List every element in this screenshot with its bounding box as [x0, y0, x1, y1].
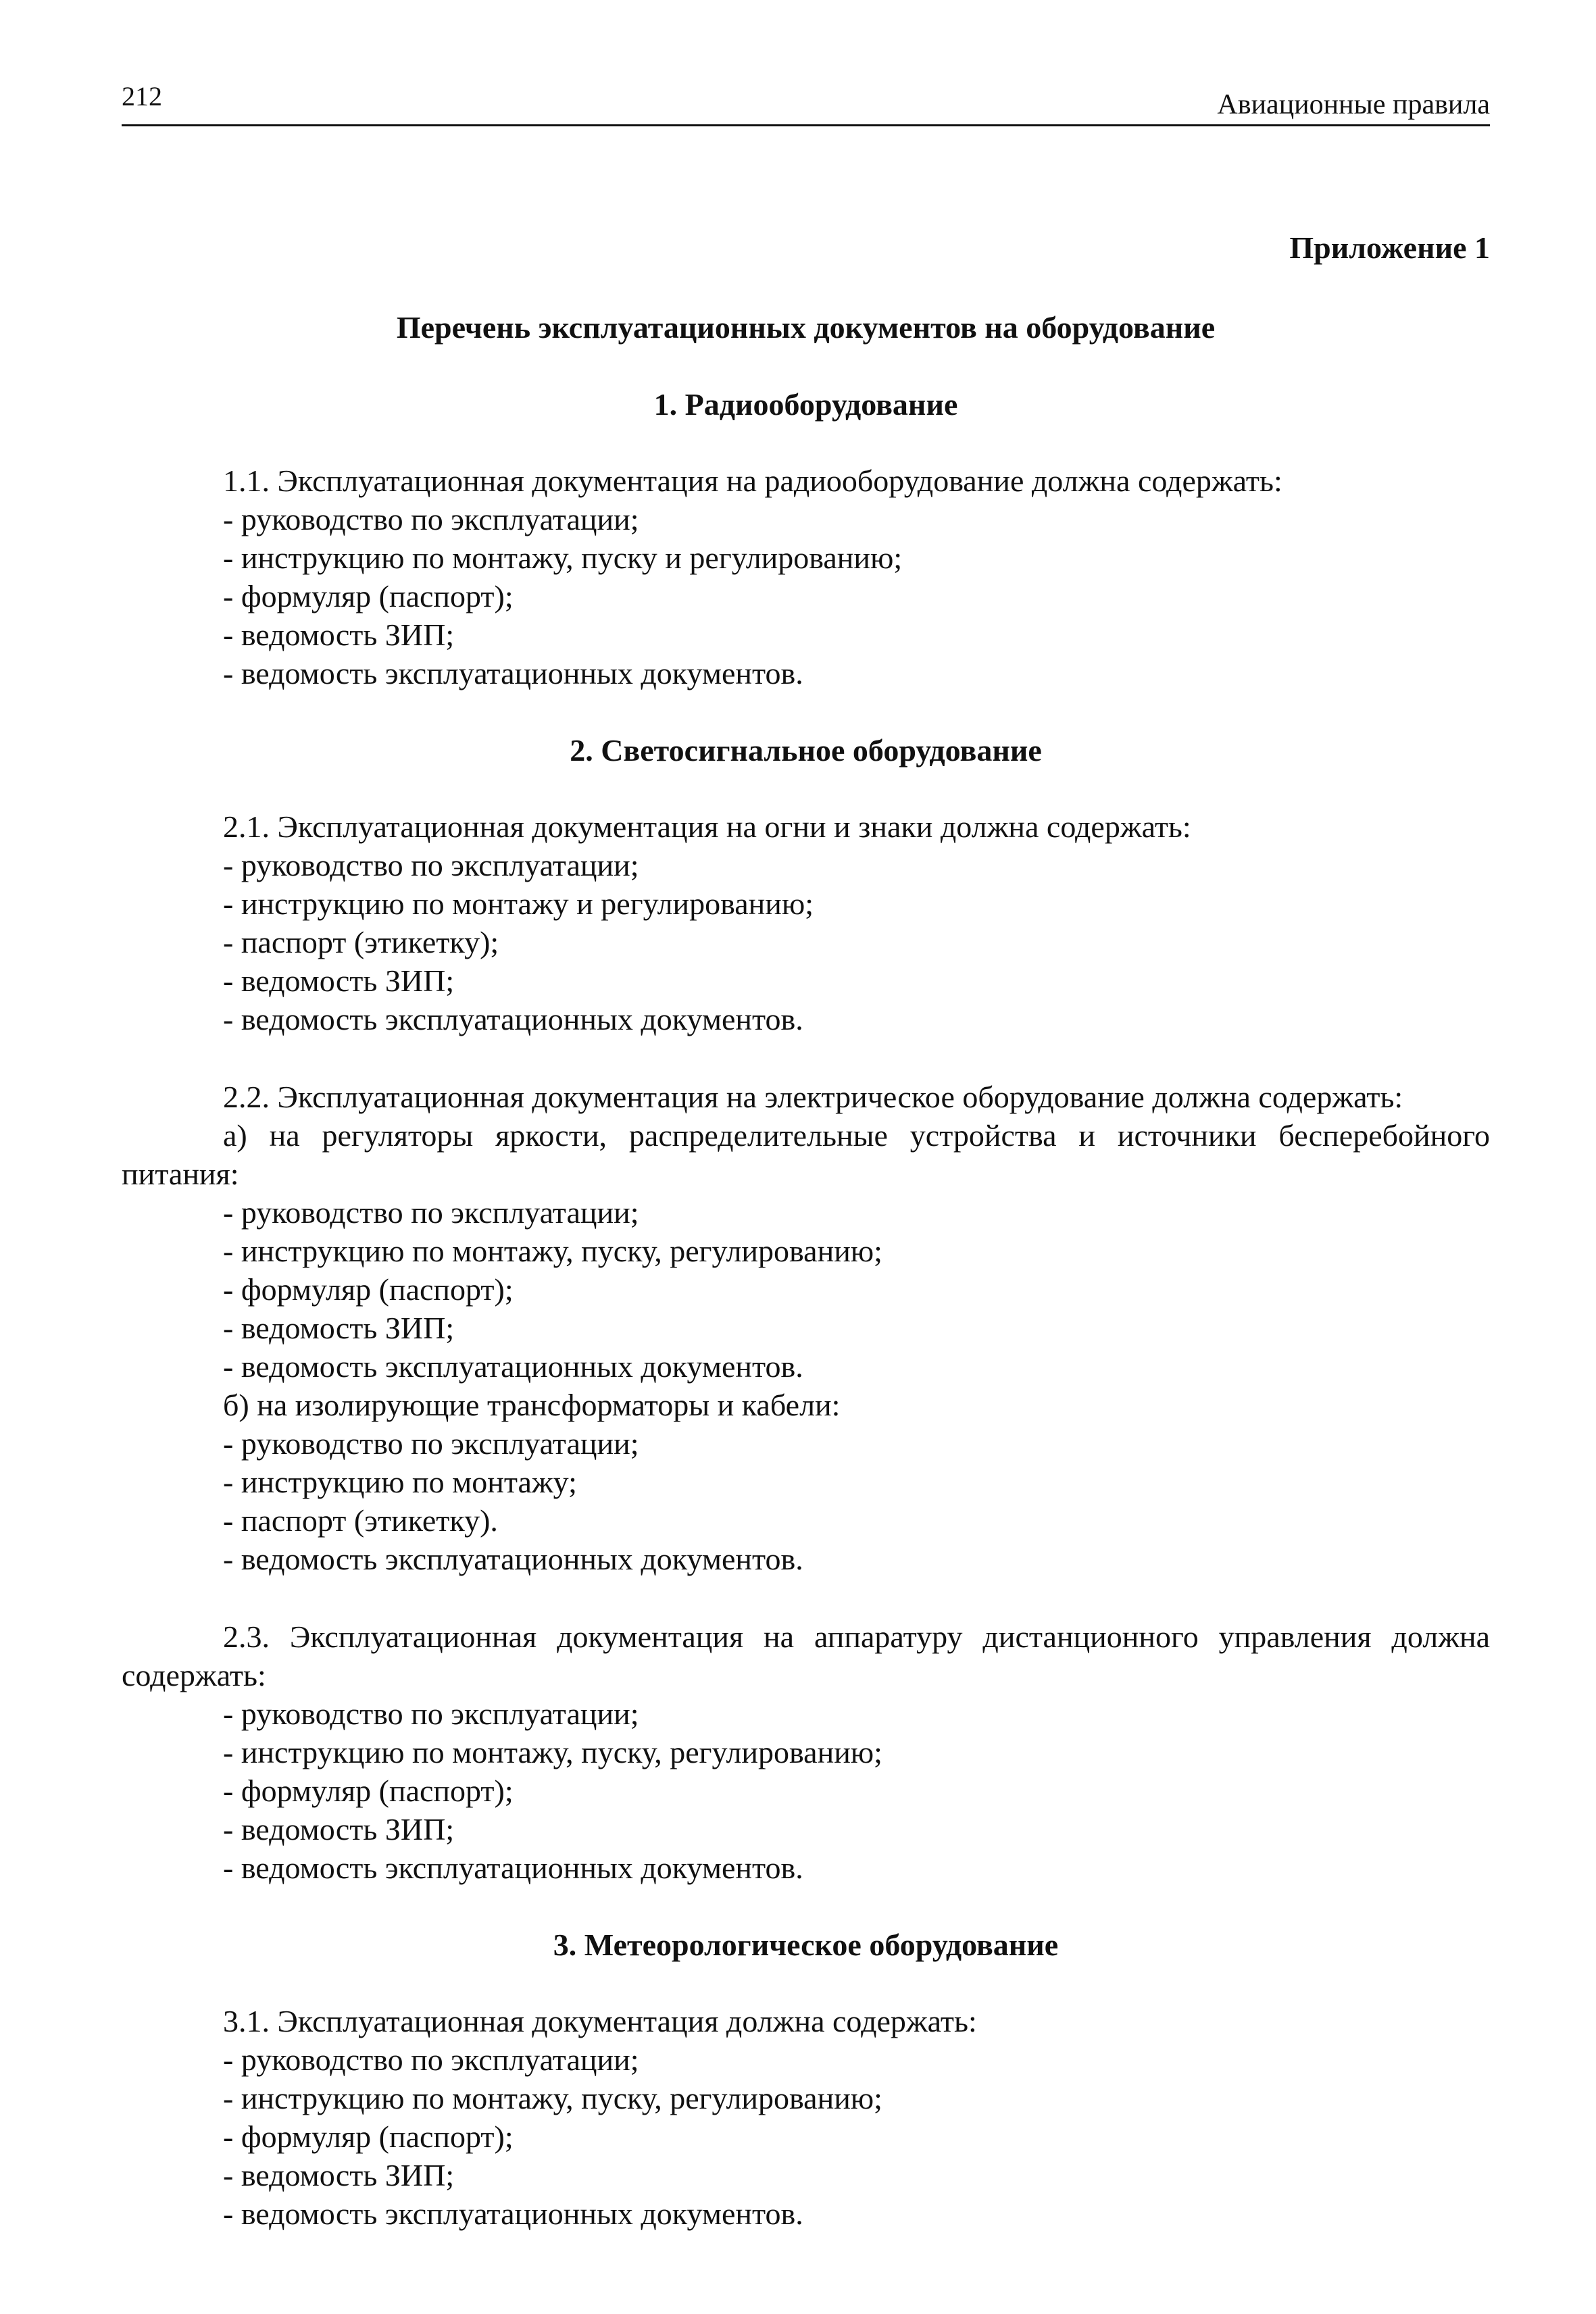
- list-item: - паспорт (этикетку).: [223, 1503, 498, 1538]
- paragraph-2-2: 2.2. Эксплуатационная документация на электрическое оборудование должна содержать:: [223, 1080, 1403, 1114]
- sub-item-b: б) на изолирующие трансформаторы и кабели:: [223, 1388, 841, 1422]
- list-item: - ведомость ЗИП;: [223, 963, 455, 998]
- document-page: [122, 68, 1490, 2233]
- list-item: - инструкцию по монтажу, пуску и регулированию;: [223, 540, 903, 575]
- list-item: - ведомость ЗИП;: [223, 1311, 455, 1345]
- appendix-label: Приложение 1: [1289, 230, 1490, 265]
- list-item: - руководство по эксплуатации;: [223, 1696, 639, 1731]
- list-item: - формуляр (паспорт);: [223, 1774, 514, 1808]
- list-item: - ведомость эксплуатационных документов.: [223, 1542, 803, 1576]
- page-number: 212: [122, 81, 162, 111]
- list-item: - ведомость эксплуатационных документов.: [223, 1002, 803, 1036]
- paragraph-2-1: 2.1. Эксплуатационная документация на огни и знаки должна содержать:: [223, 809, 1191, 844]
- paragraph-gap: [122, 1578, 1490, 1617]
- list-item: - ведомость эксплуатационных документов.: [223, 1851, 803, 1885]
- list-item: - паспорт (этикетку);: [223, 925, 499, 959]
- paragraph-2-3: 2.3. Эксплуатационная документация на аппаратуру дистанционного управления должна содержать:: [122, 1619, 1490, 1692]
- list-item: - ведомость эксплуатационных документов.: [223, 2196, 803, 2231]
- list-item: - инструкцию по монтажу, пуску, регулированию;: [223, 2081, 882, 2115]
- list-item: - руководство по эксплуатации;: [223, 2042, 639, 2077]
- list-item: - формуляр (паспорт);: [223, 579, 514, 613]
- list-item: - ведомость эксплуатационных документов.: [223, 656, 803, 690]
- running-header-title: Авиационные правила: [1217, 89, 1490, 120]
- list-item: - формуляр (паспорт);: [223, 1272, 514, 1307]
- list-item: - ведомость эксплуатационных документов.: [223, 1349, 803, 1384]
- section-heading-radio: 1. Радиооборудование: [653, 387, 958, 422]
- list-item: - ведомость ЗИП;: [223, 618, 455, 652]
- list-item: - руководство по эксплуатации;: [223, 1195, 639, 1230]
- list-item: - руководство по эксплуатации;: [223, 502, 639, 536]
- list-item: - ведомость ЗИП;: [223, 2158, 455, 2192]
- document-title: Перечень эксплуатационных документов на оборудование: [396, 310, 1216, 345]
- list-item: - руководство по эксплуатации;: [223, 1426, 639, 1461]
- section-heading-meteorological: 3. Метеорологическое оборудование: [553, 1928, 1059, 1962]
- list-item: - инструкцию по монтажу;: [223, 1465, 577, 1499]
- list-item: - ведомость ЗИП;: [223, 1812, 455, 1846]
- list-item: - формуляр (паспорт);: [223, 2119, 514, 2154]
- list-item: - руководство по эксплуатации;: [223, 848, 639, 882]
- running-header: [122, 68, 1490, 126]
- section-heading-lighting: 2. Светосигнальное оборудование: [570, 733, 1042, 768]
- list-item: - инструкцию по монтажу, пуску, регулированию;: [223, 1234, 882, 1268]
- paragraph-3-1: 3.1. Эксплуатационная документация должна содержать:: [223, 2004, 977, 2038]
- list-item: - инструкцию по монтажу и регулированию;: [223, 886, 814, 921]
- paragraph-2-2-a: а) на регуляторы яркости, распределительные устройства и источники бесперебойного питания:: [122, 1118, 1490, 1191]
- paragraph-gap: [122, 1038, 1490, 1078]
- list-item: - инструкцию по монтажу, пуску, регулированию;: [223, 1735, 882, 1769]
- paragraph-1-1: 1.1. Эксплуатационная документация на радиооборудование должна содержать:: [223, 463, 1282, 498]
